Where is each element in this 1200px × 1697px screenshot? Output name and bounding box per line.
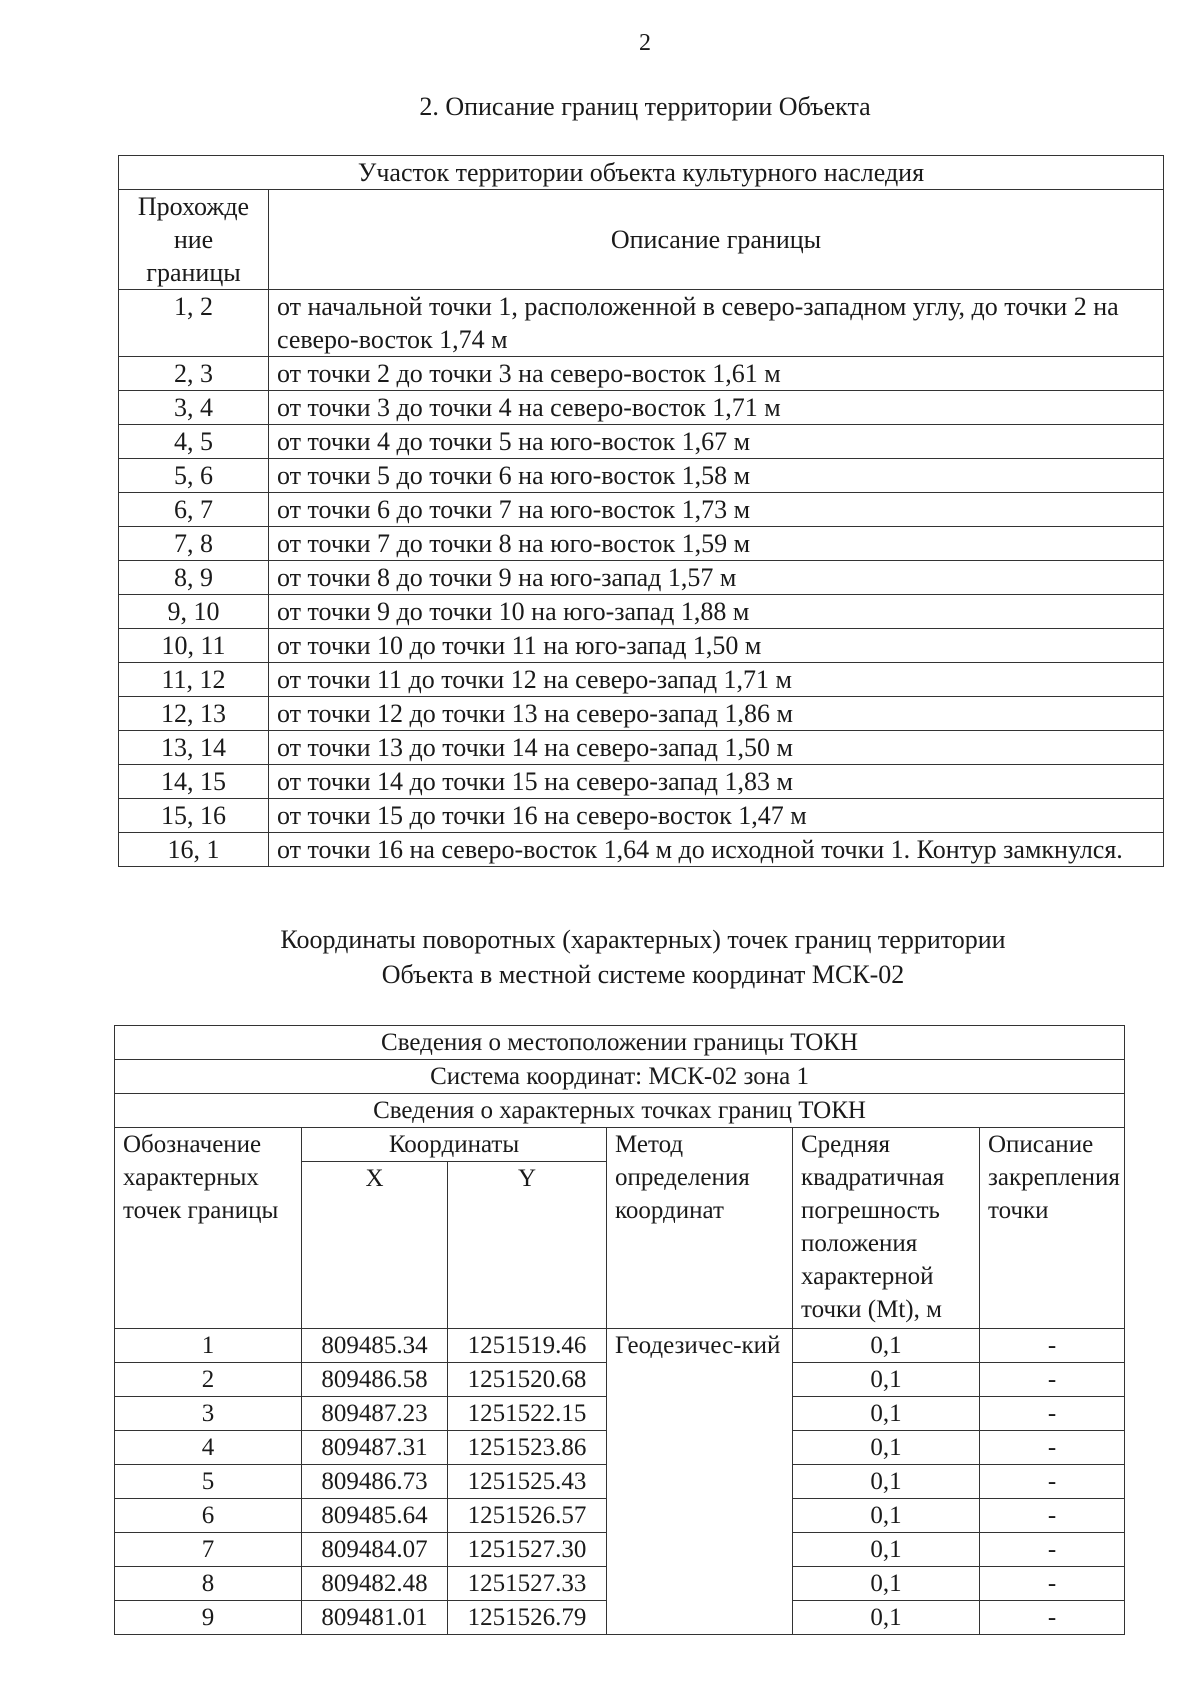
description-cell: от точки 14 до точки 15 на северо-запад 1,83 м	[269, 765, 1164, 799]
table-row	[119, 493, 1164, 527]
error-cell: 0,1	[793, 1397, 980, 1431]
description-cell: от точки 16 на северо-восток 1,64 м до исходной точки 1. Контур замкнулся.	[269, 833, 1164, 867]
table2-title2: Система координат: МСК-02 зона 1	[115, 1060, 1125, 1094]
y-cell: 1251519.46	[448, 1329, 607, 1363]
description-cell: от точки 4 до точки 5 на юго-восток 1,67 м	[269, 425, 1164, 459]
table-row	[119, 629, 1164, 663]
point-number-cell: 9	[115, 1601, 302, 1635]
description-cell: от начальной точки 1, расположенной в северо-западном углу, до точки 2 на северо-восток 1,74 м	[269, 290, 1164, 357]
description-cell: от точки 11 до точки 12 на северо-запад 1,71 м	[269, 663, 1164, 697]
error-cell: 0,1	[793, 1499, 980, 1533]
y-cell: 1251526.79	[448, 1601, 607, 1635]
point-number-cell: 8	[115, 1567, 302, 1601]
header-description: Описание границы	[269, 190, 1164, 290]
point-number-cell: 1	[115, 1329, 302, 1363]
table1-title: Участок территории объекта культурного наследия	[119, 156, 1164, 190]
table-row	[119, 833, 1164, 867]
segment-cell: 15, 16	[119, 799, 269, 833]
header-error: Средняя квадратичная погрешность положения характерной точки (Mt), м	[793, 1128, 980, 1329]
page-number: 2	[639, 30, 651, 56]
y-cell: 1251527.33	[448, 1567, 607, 1601]
fix-cell: -	[980, 1431, 1125, 1465]
coordinates-title-line2: Объекта в местной системе координат МСК-02	[381, 960, 905, 989]
description-cell: от точки 12 до точки 13 на северо-запад 1,86 м	[269, 697, 1164, 731]
y-cell: 1251523.86	[448, 1431, 607, 1465]
fix-cell: -	[980, 1329, 1125, 1363]
point-number-cell: 7	[115, 1533, 302, 1567]
description-cell: от точки 10 до точки 11 на юго-запад 1,50 м	[269, 629, 1164, 663]
segment-cell: 9, 10	[119, 595, 269, 629]
table-row	[119, 799, 1164, 833]
header-y: Y	[448, 1162, 607, 1329]
description-cell: от точки 5 до точки 6 на юго-восток 1,58 м	[269, 459, 1164, 493]
error-cell: 0,1	[793, 1329, 980, 1363]
segment-cell: 10, 11	[119, 629, 269, 663]
table-row	[119, 391, 1164, 425]
coordinates-title-line1: Координаты поворотных (характерных) точек границ территории	[280, 925, 1006, 954]
coordinates-title	[120, 922, 1166, 992]
segment-cell: 3, 4	[119, 391, 269, 425]
segment-cell: 16, 1	[119, 833, 269, 867]
fix-cell: -	[980, 1363, 1125, 1397]
y-cell: 1251520.68	[448, 1363, 607, 1397]
error-cell: 0,1	[793, 1533, 980, 1567]
table-row	[119, 290, 1164, 357]
fix-cell: -	[980, 1397, 1125, 1431]
coordinates-table	[114, 1025, 1125, 1635]
fix-cell: -	[980, 1601, 1125, 1635]
description-cell: от точки 2 до точки 3 на северо-восток 1,61 м	[269, 357, 1164, 391]
x-cell: 809486.58	[302, 1363, 448, 1397]
segment-cell: 8, 9	[119, 561, 269, 595]
segment-cell: 5, 6	[119, 459, 269, 493]
x-cell: 809482.48	[302, 1567, 448, 1601]
segment-cell: 2, 3	[119, 357, 269, 391]
table-row	[119, 663, 1164, 697]
table2-title1: Сведения о местоположении границы ТОКН	[115, 1026, 1125, 1060]
description-cell: от точки 8 до точки 9 на юго-запад 1,57 м	[269, 561, 1164, 595]
table-row	[115, 1329, 1125, 1363]
method-cell: Геодезичес-кий	[607, 1329, 793, 1635]
fix-cell: -	[980, 1465, 1125, 1499]
y-cell: 1251527.30	[448, 1533, 607, 1567]
segment-cell: 4, 5	[119, 425, 269, 459]
table-row	[119, 527, 1164, 561]
header-x: X	[302, 1162, 448, 1329]
table-row	[119, 459, 1164, 493]
point-number-cell: 2	[115, 1363, 302, 1397]
header-point: Обозначение характерных точек границы	[115, 1128, 302, 1329]
error-cell: 0,1	[793, 1363, 980, 1397]
x-cell: 809485.64	[302, 1499, 448, 1533]
x-cell: 809481.01	[302, 1601, 448, 1635]
segment-cell: 14, 15	[119, 765, 269, 799]
header-fix: Описание закрепления точки	[980, 1128, 1125, 1329]
fix-cell: -	[980, 1567, 1125, 1601]
table-row	[119, 561, 1164, 595]
description-cell: от точки 6 до точки 7 на юго-восток 1,73 м	[269, 493, 1164, 527]
error-cell: 0,1	[793, 1465, 980, 1499]
segment-cell: 7, 8	[119, 527, 269, 561]
segment-cell: 6, 7	[119, 493, 269, 527]
table-row	[119, 697, 1164, 731]
y-cell: 1251525.43	[448, 1465, 607, 1499]
segment-cell: 12, 13	[119, 697, 269, 731]
description-cell: от точки 9 до точки 10 на юго-запад 1,88 м	[269, 595, 1164, 629]
x-cell: 809484.07	[302, 1533, 448, 1567]
table-row	[119, 731, 1164, 765]
table-row	[119, 595, 1164, 629]
segment-cell: 11, 12	[119, 663, 269, 697]
x-cell: 809486.73	[302, 1465, 448, 1499]
table2-title3: Сведения о характерных точках границ ТОКН	[115, 1094, 1125, 1128]
description-cell: от точки 13 до точки 14 на северо-запад 1,50 м	[269, 731, 1164, 765]
x-cell: 809487.31	[302, 1431, 448, 1465]
header-coordinates: Координаты	[302, 1128, 607, 1162]
point-number-cell: 6	[115, 1499, 302, 1533]
description-cell: от точки 7 до точки 8 на юго-восток 1,59 м	[269, 527, 1164, 561]
point-number-cell: 4	[115, 1431, 302, 1465]
y-cell: 1251526.57	[448, 1499, 607, 1533]
point-number-cell: 3	[115, 1397, 302, 1431]
header-segment: Прохожде ние границы	[119, 190, 269, 290]
description-cell: от точки 15 до точки 16 на северо-восток 1,47 м	[269, 799, 1164, 833]
fix-cell: -	[980, 1499, 1125, 1533]
error-cell: 0,1	[793, 1567, 980, 1601]
segment-cell: 1, 2	[119, 290, 269, 357]
error-cell: 0,1	[793, 1431, 980, 1465]
table-row	[119, 357, 1164, 391]
description-cell: от точки 3 до точки 4 на северо-восток 1,71 м	[269, 391, 1164, 425]
y-cell: 1251522.15	[448, 1397, 607, 1431]
point-number-cell: 5	[115, 1465, 302, 1499]
header-method: Метод определения координат	[607, 1128, 793, 1329]
section-title: 2. Описание границ территории Объекта	[419, 92, 871, 121]
boundary-description-table	[118, 155, 1164, 867]
fix-cell: -	[980, 1533, 1125, 1567]
error-cell: 0,1	[793, 1601, 980, 1635]
table-row	[119, 765, 1164, 799]
segment-cell: 13, 14	[119, 731, 269, 765]
table-row	[119, 425, 1164, 459]
x-cell: 809487.23	[302, 1397, 448, 1431]
x-cell: 809485.34	[302, 1329, 448, 1363]
